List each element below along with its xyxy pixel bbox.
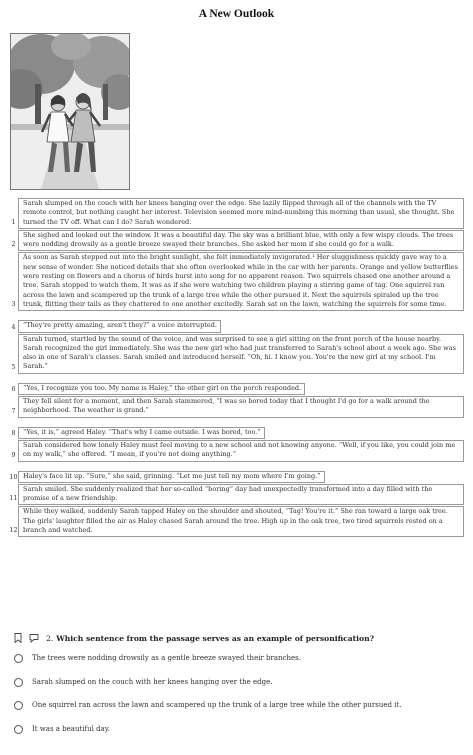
paragraph-number: 12 (9, 527, 18, 535)
paragraph (9, 375, 464, 396)
paragraph-number: 1 (11, 218, 16, 226)
paragraph-text: “Yes, it is,” agreed Haley. “That's why I came outside. I was bored, too.” (18, 427, 265, 439)
speech-bubble-icon[interactable] (29, 633, 38, 643)
paragraph-number: 9 (11, 451, 16, 459)
paragraph-number: 11 (9, 495, 18, 503)
paragraph (9, 396, 464, 418)
answer-option-c[interactable] (14, 699, 402, 711)
paragraph-number: 5 (11, 363, 16, 371)
paragraph (9, 484, 464, 506)
paragraph-number: 8 (11, 429, 16, 437)
paragraph (9, 230, 464, 252)
radio-button[interactable] (14, 678, 23, 687)
answer-option-a[interactable] (14, 652, 301, 664)
radio-button[interactable] (14, 701, 23, 710)
paragraph-number: 6 (11, 386, 16, 394)
question-text: Which sentence from the passage serves as an example of personification? (56, 633, 375, 643)
passage (9, 198, 464, 538)
paragraph (9, 334, 464, 374)
bookmark-icon[interactable] (14, 633, 23, 643)
paragraph (9, 312, 464, 333)
answer-option-d[interactable] (14, 723, 110, 735)
paragraph (9, 419, 464, 440)
paragraph (9, 252, 464, 311)
paragraph-number: 3 (11, 301, 16, 309)
paragraph-number: 7 (11, 407, 16, 415)
paragraph (9, 198, 464, 229)
paragraph-text: “Yes, I recognize you too. My name is Haley,” the other girl on the porch responded. (18, 383, 305, 395)
paragraph-text: “They're pretty amazing, aren't they?” a voice interrupted. (18, 320, 221, 332)
paragraph-text: Sarah considered how lonely Haley must feel moving to a new school and not knowing anyone. “Well, if you like, you could join me on my walk,” she offered. “I mean, if you're not doing anything.” (18, 440, 464, 462)
question-number: 2. (46, 633, 54, 643)
paragraph-text: Sarah turned, startled by the sound of the voice, and was surprised to see a girl sitting on the front porch of the house nearby. Sarah recognized the girl immediately. She was the new girl who had just transferred to Sarah's school about a week ago. She was also in one of Sarah's classes. Sarah smiled and introduced herself. “Oh, hi. I know you. You're the new girl at my school. I'm Sarah.” (18, 334, 464, 374)
paragraph (9, 506, 464, 537)
paragraph-text: Sarah smiled. She suddenly realized that her so-called “boring” day had unexpectedly transformed into a day filled with the promise of a new friendship. (18, 484, 464, 506)
question-header (14, 631, 374, 645)
option-label: The trees were nodding drowsily as a gentle breeze swayed their branches. (32, 654, 301, 662)
paragraph-number: 4 (11, 323, 16, 331)
radio-button[interactable] (14, 725, 23, 734)
radio-button[interactable] (14, 654, 23, 663)
paragraph (9, 440, 464, 462)
answer-option-b[interactable] (14, 676, 272, 688)
paragraph-text: They fell silent for a moment, and then Sarah stammered, “I was so bored today that I thought I'd go for a walk around the neighborhood. The weather is grand.” (18, 396, 464, 418)
paragraph-number: 10 (9, 473, 18, 481)
option-label: It was a beautiful day. (32, 725, 111, 733)
option-label: One squirrel ran across the lawn and scampered up the trunk of a large tree while the other pursued it. (32, 701, 402, 709)
passage-title: A New Outlook (198, 8, 275, 20)
paragraph-text: Sarah slumped on the couch with her knees hanging over the edge. She lazily flipped through all of the channels with the TV remote control, but nothing caught her interest. Television seemed more mind-numbing this morning than usual, she thought. She turned the TV off. What can I do? Sarah wondered. (18, 198, 464, 229)
two-girls-walking-illustration (10, 33, 130, 190)
paragraph (9, 463, 464, 484)
paragraph-number: 2 (11, 241, 16, 249)
paragraph-text: While they walked, suddenly Sarah tapped Haley on the shoulder and shouted, “Tag! You're it.” She ran toward a large oak tree. The girls' laughter filled the air as Haley chased Sarah around the tree. High up in the oak tree, two tired squirrels rested on a branch and watched. (18, 506, 464, 537)
option-label: Sarah slumped on the couch with her knees hanging over the edge. (32, 678, 273, 686)
paragraph-text: She sighed and looked out the window. It was a beautiful day. The sky was a brilliant blue, with only a few wispy clouds. The trees were nodding drowsily as a gentle breeze swayed their branches. She asked her mom if she could go for a walk. (18, 230, 464, 252)
paragraph-text: As soon as Sarah stepped out into the bright sunlight, she felt immediately invigorated.¹ Her sluggishness quickly gave way to a new sense of wonder. She noticed details that she often overlooked while in the car with her parents. Orange and yellow butterflies were resting on flowers and a chorus of birds burst into song for no apparent reason. Two squirrels chased one another around a tree. Sarah stopped to watch them. It was as if she were watching two children playing a stirring game of tag. One squirrel ran across the lawn and scampered up the trunk of a large tree while the other pursued it. Next the squirrels spiraled up the tree trunk, flitting their tails as they chattered to one another excitedly. Sarah sat on the lawn, watching the squirrels for some time. (18, 252, 464, 311)
paragraph-text: Haley's face lit up. “Sure,” she said, grinning. “Let me just tell my mom where I'm going.” (18, 471, 325, 483)
